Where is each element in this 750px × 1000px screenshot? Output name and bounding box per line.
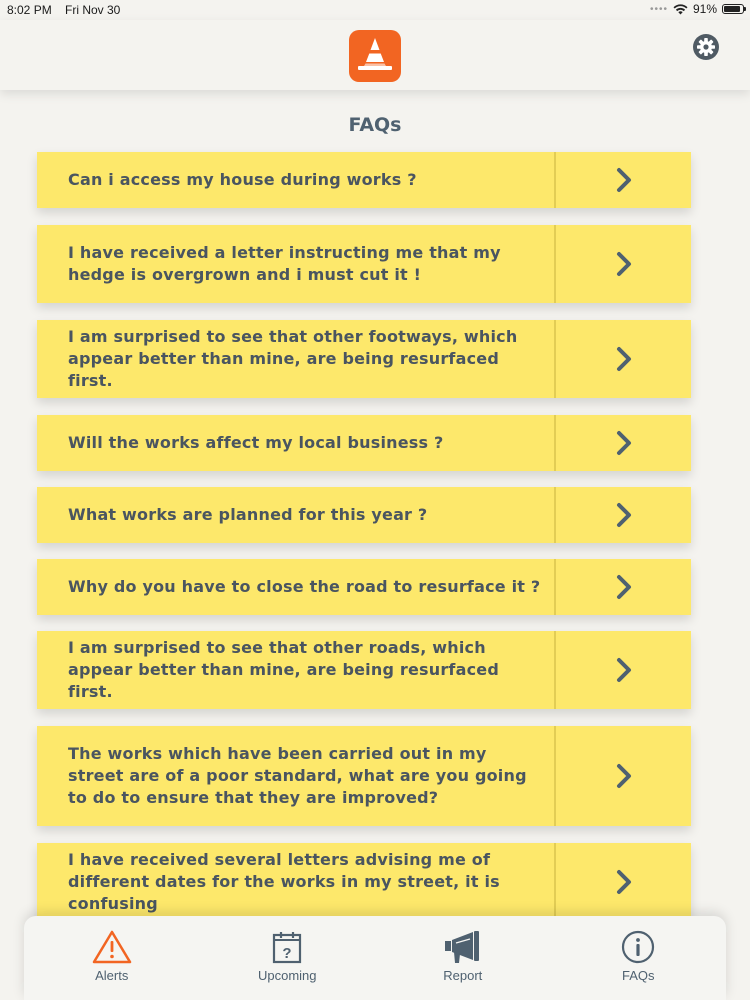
tab-bar bbox=[24, 916, 726, 1000]
faq-item[interactable] bbox=[37, 225, 691, 303]
tab-label: Alerts bbox=[95, 968, 129, 983]
chevron-right-icon[interactable] bbox=[556, 657, 691, 683]
faq-question: What works are planned for this year ? bbox=[68, 505, 428, 524]
battery-icon bbox=[722, 4, 744, 14]
info-icon bbox=[621, 930, 655, 964]
battery-percent: 91% bbox=[692, 2, 717, 16]
status-bar bbox=[0, 0, 750, 20]
faq-question: I have received a letter instructing me that my hedge is overgrown and i must cut it ! bbox=[68, 243, 501, 284]
page-title: FAQs bbox=[348, 114, 402, 136]
traffic-cone-icon bbox=[349, 30, 401, 82]
faq-question: Why do you have to close the road to resurface it ? bbox=[68, 577, 541, 596]
faq-item[interactable] bbox=[37, 726, 691, 826]
faq-item[interactable] bbox=[37, 320, 691, 398]
svg-text:?: ? bbox=[282, 945, 292, 962]
signal-dots-icon: •••• bbox=[649, 3, 668, 15]
chevron-right-icon[interactable] bbox=[556, 869, 691, 895]
app-header bbox=[0, 20, 750, 90]
status-right bbox=[650, 2, 744, 16]
faq-item[interactable] bbox=[37, 487, 691, 543]
chevron-right-icon[interactable] bbox=[556, 763, 691, 789]
status-date: Fri Nov 30 bbox=[65, 3, 121, 17]
tab-faqs[interactable] bbox=[551, 916, 727, 1000]
gear-icon[interactable] bbox=[692, 33, 720, 61]
calendar-icon bbox=[271, 930, 303, 964]
faq-question: I have received several letters advising me of different dates for the works in my street, it is confusing bbox=[68, 850, 500, 913]
faq-question: I am surprised to see that other footways, which appear better than mine, are being resurfaced first. bbox=[68, 327, 518, 390]
chevron-right-icon[interactable] bbox=[556, 430, 691, 456]
megaphone-icon bbox=[443, 930, 483, 964]
tab-label: Report bbox=[443, 968, 483, 983]
status-time: 8:02 PM bbox=[7, 3, 52, 17]
chevron-right-icon[interactable] bbox=[556, 574, 691, 600]
faq-question: I am surprised to see that other roads, which appear better than mine, are being resurfaced first. bbox=[68, 638, 499, 701]
faq-item[interactable] bbox=[37, 415, 691, 471]
faq-question: Can i access my house during works ? bbox=[68, 170, 417, 189]
chevron-right-icon[interactable] bbox=[556, 167, 691, 193]
tab-alerts[interactable] bbox=[24, 916, 200, 1000]
faq-item[interactable] bbox=[37, 559, 691, 615]
chevron-right-icon[interactable] bbox=[556, 251, 691, 277]
tab-label: FAQs bbox=[621, 968, 655, 983]
faq-item[interactable] bbox=[37, 631, 691, 709]
tab-upcoming[interactable] bbox=[200, 916, 376, 1000]
faq-question: Will the works affect my local business ? bbox=[68, 433, 444, 452]
faq-item[interactable] bbox=[37, 843, 691, 921]
faq-item[interactable] bbox=[37, 152, 691, 208]
warning-icon bbox=[92, 930, 132, 964]
tab-report[interactable] bbox=[375, 916, 551, 1000]
battery-level bbox=[724, 6, 740, 12]
wifi-icon bbox=[673, 4, 688, 15]
chevron-right-icon[interactable] bbox=[556, 502, 691, 528]
chevron-right-icon[interactable] bbox=[556, 346, 691, 372]
tab-label: Upcoming bbox=[257, 968, 317, 983]
faq-content bbox=[0, 90, 750, 1000]
faq-question: The works which have been carried out in my street are of a poor standard, what are you going to do to ensure that they are improved? bbox=[68, 744, 527, 807]
